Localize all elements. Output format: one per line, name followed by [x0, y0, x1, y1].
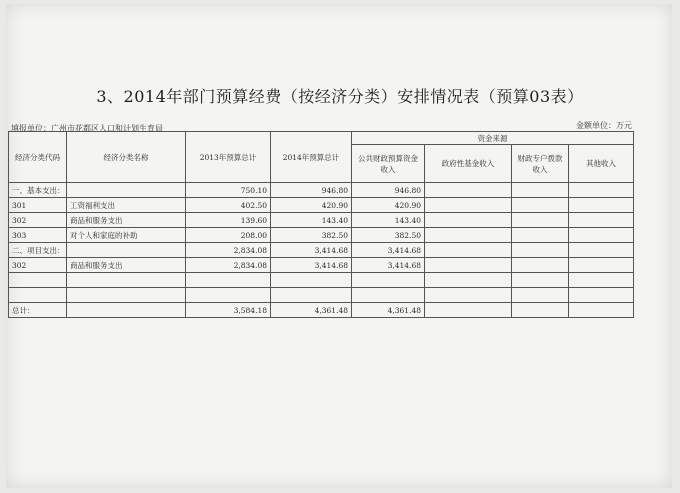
budget-table [8, 131, 634, 318]
cell-other [569, 213, 634, 228]
table-row [9, 183, 634, 198]
cell-gov-fund [425, 303, 512, 318]
cell-other [569, 198, 634, 213]
cell-total-2014: 382.50 [271, 228, 352, 243]
cell-public-budget: 420.90 [352, 198, 425, 213]
table-row-total [9, 303, 634, 318]
cell-gov-fund [425, 258, 512, 273]
cell-code: 301 [9, 198, 67, 213]
header-name: 经济分类名称 [67, 132, 186, 183]
cell-other [569, 183, 634, 198]
cell-total-2014: 946.80 [271, 183, 352, 198]
cell-name [67, 303, 186, 318]
cell-other [569, 303, 634, 318]
cell-total-2014: 143.40 [271, 213, 352, 228]
cell-other [569, 243, 634, 258]
cell-name: 对个人和家庭的补助 [67, 228, 186, 243]
cell-total-2014: 3,414.68 [271, 258, 352, 273]
cell-gov-fund [425, 288, 512, 303]
amount-unit: 金额单位：万元 [576, 121, 632, 130]
cell-total-2013: 3,584.18 [186, 303, 271, 318]
cell-other [569, 273, 634, 288]
cell-total-2013: 750.10 [186, 183, 271, 198]
table-row [9, 258, 634, 273]
cell-special-account [512, 243, 569, 258]
cell-special-account [512, 303, 569, 318]
reporting-unit: 填报单位：广州市花都区人口和计划生育局 [11, 124, 163, 133]
header-total-2014: 2014年预算总计 [271, 132, 352, 183]
cell-gov-fund [425, 213, 512, 228]
cell-special-account [512, 258, 569, 273]
cell-total-2014: 3,414.68 [271, 243, 352, 258]
header-public-budget: 公共财政预算资金收入 [352, 145, 425, 183]
cell-total-2014 [271, 273, 352, 288]
cell-gov-fund [425, 183, 512, 198]
cell-name: 商品和服务支出 [67, 213, 186, 228]
cell-public-budget [352, 273, 425, 288]
cell-public-budget: 3,414.68 [352, 258, 425, 273]
cell-special-account [512, 288, 569, 303]
header-special-account: 财政专户拨款收入 [512, 145, 569, 183]
cell-other [569, 228, 634, 243]
table-row [9, 243, 634, 258]
cell-public-budget: 382.50 [352, 228, 425, 243]
cell-total-2013 [186, 288, 271, 303]
cell-gov-fund [425, 198, 512, 213]
header-funding-source: 资金来源 [352, 132, 634, 145]
header-other: 其他收入 [569, 145, 634, 183]
cell-total-2013: 139.60 [186, 213, 271, 228]
cell-code: 302 [9, 258, 67, 273]
cell-special-account [512, 183, 569, 198]
cell-total-2013: 2,834.08 [186, 243, 271, 258]
cell-name [67, 273, 186, 288]
cell-name [67, 243, 186, 258]
cell-total-2013 [186, 273, 271, 288]
cell-name: 商品和服务支出 [67, 258, 186, 273]
cell-other [569, 288, 634, 303]
cell-public-budget: 4,361.48 [352, 303, 425, 318]
cell-public-budget [352, 288, 425, 303]
cell-total-2013: 402.50 [186, 198, 271, 213]
cell-code: 303 [9, 228, 67, 243]
cell-code: 总计： [9, 303, 67, 318]
cell-gov-fund [425, 228, 512, 243]
cell-special-account [512, 273, 569, 288]
cell-gov-fund [425, 273, 512, 288]
cell-total-2013: 2,834.08 [186, 258, 271, 273]
header-code: 经济分类代码 [9, 132, 67, 183]
table-row [9, 273, 634, 288]
cell-special-account [512, 228, 569, 243]
table-row [9, 198, 634, 213]
cell-code: 二、项目支出： [9, 243, 67, 258]
cell-code [9, 273, 67, 288]
page-title: 3、2014年部门预算经费（按经济分类）安排情况表（预算03表） [96, 87, 584, 106]
cell-name: 工资福利支出 [67, 198, 186, 213]
table-row [9, 213, 634, 228]
cell-name [67, 288, 186, 303]
cell-total-2013: 208.00 [186, 228, 271, 243]
table-row [9, 288, 634, 303]
cell-code [9, 288, 67, 303]
cell-public-budget: 3,414.68 [352, 243, 425, 258]
cell-special-account [512, 213, 569, 228]
cell-total-2014: 420.90 [271, 198, 352, 213]
cell-total-2014 [271, 288, 352, 303]
cell-public-budget: 946.80 [352, 183, 425, 198]
cell-public-budget: 143.40 [352, 213, 425, 228]
cell-special-account [512, 198, 569, 213]
header-gov-fund: 政府性基金收入 [425, 145, 512, 183]
cell-name [67, 183, 186, 198]
cell-total-2014: 4,361.48 [271, 303, 352, 318]
cell-code: 302 [9, 213, 67, 228]
cell-other [569, 258, 634, 273]
cell-code: 一、基本支出： [9, 183, 67, 198]
header-total-2013: 2013年预算总计 [186, 132, 271, 183]
table-row [9, 228, 634, 243]
cell-gov-fund [425, 243, 512, 258]
